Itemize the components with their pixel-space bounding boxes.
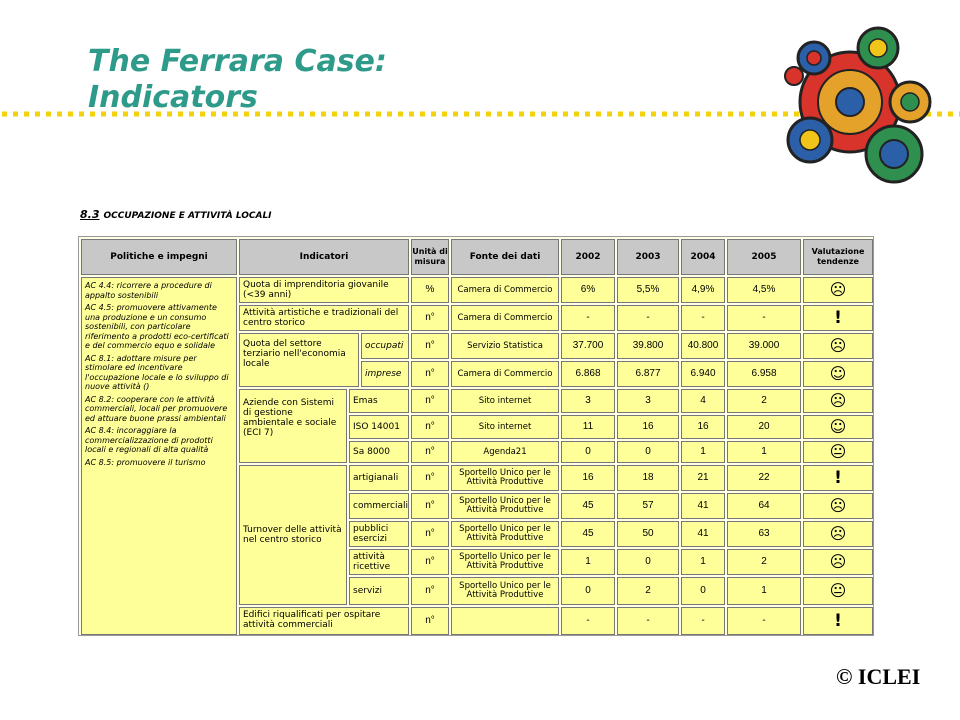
value-2004: 4	[681, 389, 725, 413]
neutral-face-icon: 😐	[803, 441, 873, 463]
header-indicators: Indicatori	[239, 239, 409, 275]
policy-item: AC 8.5: promuovere il turismo	[85, 457, 206, 467]
value-2005: 1	[727, 441, 801, 463]
value-2002: 3	[561, 389, 615, 413]
header-2004: 2004	[681, 239, 725, 275]
source-cell	[451, 607, 559, 635]
value-2003: -	[617, 305, 679, 331]
value-2003: 50	[617, 521, 679, 547]
slide-title-line2: Indicators	[88, 80, 258, 115]
unit-cell: n°	[411, 521, 449, 547]
policy-item: AC 8.2: cooperare con le attività commerciali, locali per promuovere ed attuare buone prassi ambientali	[85, 394, 228, 423]
sub-indicator: attività ricettive	[349, 549, 409, 575]
policy-item: AC 8.4: incoraggiare la commercializzazione di prodotti locali e regionali di alta qualità	[85, 426, 213, 454]
value-2003: 2	[617, 577, 679, 605]
policies-cell	[81, 277, 237, 635]
exclamation-icon: !	[803, 607, 873, 635]
value-2002: 45	[561, 521, 615, 547]
sad-face-icon: ☹	[803, 389, 873, 413]
unit-cell: n°	[411, 577, 449, 605]
value-2004: 21	[681, 465, 725, 491]
header-source: Fonte dei dati	[451, 239, 559, 275]
header-unit: Unità di misura	[411, 239, 449, 275]
indicators-table	[78, 236, 874, 636]
sub-indicator: commerciali	[349, 493, 409, 519]
value-2005: 64	[727, 493, 801, 519]
source-cell: Sportello Unico per le Attività Produttive	[451, 577, 559, 605]
value-2005: 2	[727, 549, 801, 575]
value-2002: 6%	[561, 277, 615, 303]
value-2005: -	[727, 607, 801, 635]
value-2003: 5,5%	[617, 277, 679, 303]
unit-cell: n°	[411, 441, 449, 463]
copyright-notice: © ICLEI	[836, 664, 921, 689]
value-2004: 1	[681, 441, 725, 463]
value-2002: 45	[561, 493, 615, 519]
value-2004: -	[681, 305, 725, 331]
unit-cell: n°	[411, 465, 449, 491]
policy-item: AC 4.4: ricorrere a procedure di appalto sostenibili	[85, 281, 212, 300]
sad-face-icon: ☹	[803, 493, 873, 519]
value-2003: -	[617, 607, 679, 635]
source-cell: Sportello Unico per le Attività Produttive	[451, 521, 559, 547]
sub-indicator: occupati	[361, 333, 409, 359]
unit-cell: n°	[411, 389, 449, 413]
slide-title	[88, 44, 387, 116]
source-cell: Sportello Unico per le Attività Produttive	[451, 493, 559, 519]
happy-face-icon: ☺	[803, 361, 873, 387]
value-2002: 16	[561, 465, 615, 491]
value-2002: 11	[561, 415, 615, 439]
value-2004: 41	[681, 521, 725, 547]
value-2004: -	[681, 607, 725, 635]
value-2003: 0	[617, 549, 679, 575]
exclamation-icon: !	[803, 305, 873, 331]
sub-indicator: pubblici esercizi	[349, 521, 409, 547]
source-cell: Agenda21	[451, 441, 559, 463]
iclei-decorative-logo	[782, 14, 938, 194]
value-2003: 18	[617, 465, 679, 491]
value-2005: 1	[727, 577, 801, 605]
value-2005: 4,5%	[727, 277, 801, 303]
indicator-group-label: Quota del settore terziario nell'economia locale	[239, 333, 359, 387]
indicator-group-label: Aziende con Sistemi di gestione ambientale e sociale (ECI 7)	[239, 389, 347, 463]
value-2002: 1	[561, 549, 615, 575]
value-2005: 6.958	[727, 361, 801, 387]
slide-title-line1: The Ferrara Case:	[88, 44, 387, 79]
source-cell: Sportello Unico per le Attività Produttive	[451, 549, 559, 575]
indicator-group-label: Turnover delle attività nel centro storico	[239, 465, 347, 605]
indicator-label: Quota di imprenditoria giovanile (<39 anni)	[239, 277, 409, 303]
sub-indicator: Emas	[349, 389, 409, 413]
sub-indicator: Sa 8000	[349, 441, 409, 463]
indicator-label: Edifici riqualificati per ospitare attività commerciali	[239, 607, 409, 635]
value-2003: 0	[617, 441, 679, 463]
policy-item: AC 4.5: promuovere attivamente una produzione e un consumo sostenibili, con particolare riferimento a prodotti eco-certificati e del commercio equo e solidale	[85, 303, 229, 350]
unit-cell: n°	[411, 493, 449, 519]
value-2005: 20	[727, 415, 801, 439]
value-2003: 39.800	[617, 333, 679, 359]
sad-face-icon: ☹	[803, 277, 873, 303]
value-2002: -	[561, 305, 615, 331]
sub-indicator: imprese	[361, 361, 409, 387]
unit-cell: n°	[411, 361, 449, 387]
exclamation-icon: !	[803, 465, 873, 491]
value-2004: 16	[681, 415, 725, 439]
value-2004: 40.800	[681, 333, 725, 359]
value-2005: 2	[727, 389, 801, 413]
source-cell: Camera di Commercio	[451, 305, 559, 331]
sub-indicator: artigianali	[349, 465, 409, 491]
sub-indicator: ISO 14001	[349, 415, 409, 439]
happy-face-icon: ☺	[803, 415, 873, 439]
source-cell: Camera di Commercio	[451, 361, 559, 387]
value-2002: 6.868	[561, 361, 615, 387]
value-2002: 37.700	[561, 333, 615, 359]
value-2004: 6.940	[681, 361, 725, 387]
value-2005: 22	[727, 465, 801, 491]
source-cell: Sito internet	[451, 415, 559, 439]
unit-cell: %	[411, 277, 449, 303]
value-2004: 1	[681, 549, 725, 575]
value-2002: 0	[561, 577, 615, 605]
unit-cell: n°	[411, 607, 449, 635]
value-2005: 39.000	[727, 333, 801, 359]
sad-face-icon: ☹	[803, 549, 873, 575]
neutral-face-icon: 😐	[803, 577, 873, 605]
value-2003: 57	[617, 493, 679, 519]
sub-indicator: servizi	[349, 577, 409, 605]
value-2003: 16	[617, 415, 679, 439]
header-2002: 2002	[561, 239, 615, 275]
value-2003: 3	[617, 389, 679, 413]
header-2005: 2005	[727, 239, 801, 275]
value-2005: 63	[727, 521, 801, 547]
value-2004: 41	[681, 493, 725, 519]
value-2002: -	[561, 607, 615, 635]
source-cell: Sportello Unico per le Attività Produttive	[451, 465, 559, 491]
source-cell: Servizio Statistica	[451, 333, 559, 359]
unit-cell: n°	[411, 549, 449, 575]
policy-item: AC 8.1: adottare misure per stimolare ed incentivare l'occupazione locale e lo sviluppo di nuove attività ()	[85, 353, 229, 391]
unit-cell: n°	[411, 305, 449, 331]
header-trend: Valutazione tendenze	[803, 239, 873, 275]
indicator-label: Attività artistiche e tradizionali del centro storico	[239, 305, 409, 331]
source-cell: Sito internet	[451, 389, 559, 413]
source-cell: Camera di Commercio	[451, 277, 559, 303]
section-id: 8.3	[80, 208, 100, 221]
value-2003: 6.877	[617, 361, 679, 387]
sad-face-icon: ☹	[803, 333, 873, 359]
section-title: OCCUPAZIONE E ATTIVITÀ LOCALI	[103, 211, 272, 221]
unit-cell: n°	[411, 333, 449, 359]
value-2005: -	[727, 305, 801, 331]
value-2002: 0	[561, 441, 615, 463]
header-policies: Politiche e impegni	[81, 239, 237, 275]
section-heading	[80, 208, 272, 221]
sad-face-icon: ☹	[803, 521, 873, 547]
header-2003: 2003	[617, 239, 679, 275]
unit-cell: n°	[411, 415, 449, 439]
value-2004: 4,9%	[681, 277, 725, 303]
value-2004: 0	[681, 577, 725, 605]
